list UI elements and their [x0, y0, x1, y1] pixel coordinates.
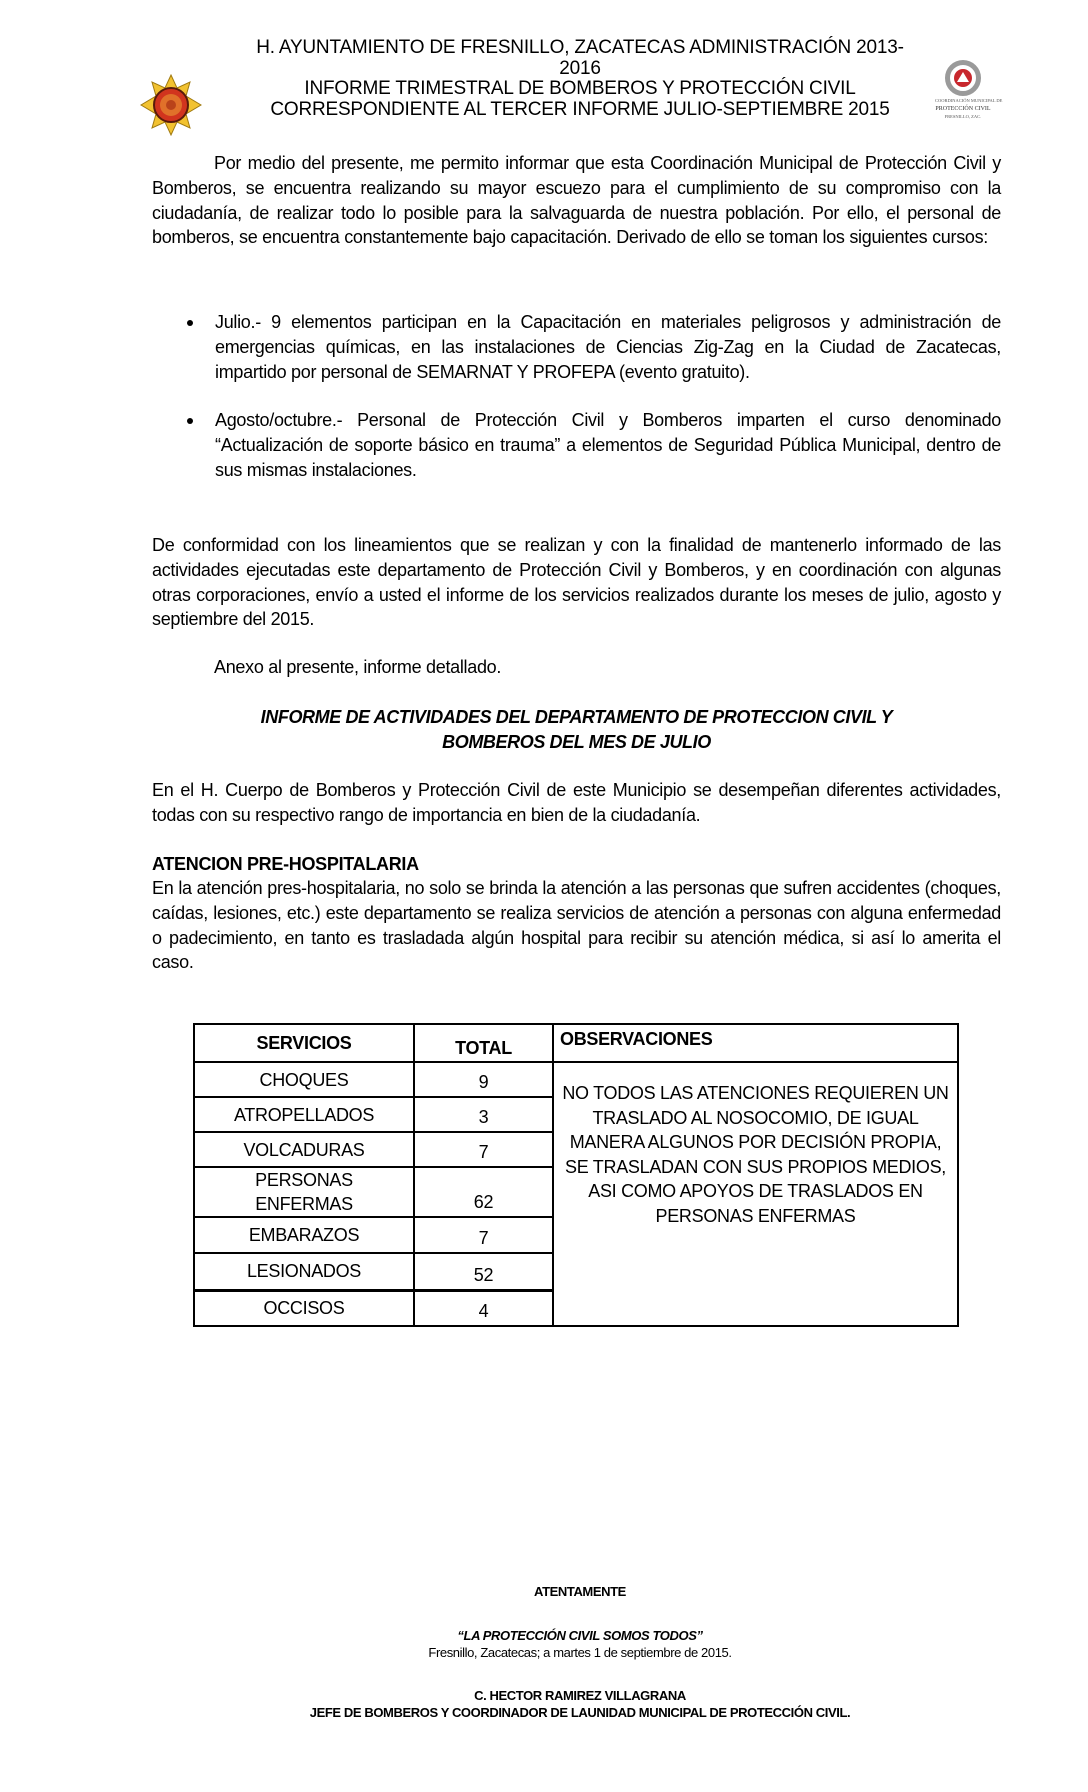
- signer-name: C. HECTOR RAMIREZ VILLAGRANA: [474, 1688, 686, 1703]
- logo-caption-2: PROTECCIÓN CIVIL: [935, 106, 991, 112]
- proteccion-civil-emblem-icon: [945, 60, 981, 96]
- closing-text: [150, 1584, 1010, 1599]
- course-text: Agosto/octubre.- Personal de Protección Civil y Bomberos imparten el curso denominado “Actualización de soporte básico en trauma” a elementos de Seguridad Pública Municipal, dentro de sus mismas instalaciones.: [215, 410, 1001, 480]
- servicio-cell: LESIONADOS: [194, 1253, 414, 1290]
- table-header-row: [194, 1024, 958, 1062]
- section-intro: En el H. Cuerpo de Bomberos y Protección Civil de este Municipio se desempeñan diferentes actividades, todas con su respectivo rango de importancia en bien de la ciudadanía.: [152, 780, 1001, 825]
- total-cell: 3: [414, 1097, 553, 1132]
- servicio-cell: OCCISOS: [194, 1290, 414, 1326]
- total-cell: 62: [414, 1167, 553, 1217]
- total-cell: 4: [414, 1290, 553, 1326]
- anexo-line: Anexo al presente, informe detallado.: [214, 657, 502, 677]
- servicio-cell: EMBARAZOS: [194, 1217, 414, 1253]
- document-header: [140, 38, 1020, 120]
- section-body: En la atención pres-hospitalaria, no solo se brinda la atención a las personas que sufren accidentes (choques, caídas, lesiones, etc.) este departamento se realiza servicios de atención a personas con alguna enfermedad o padecimiento, en tanto es trasladada algún hospital para recibir su atención médica, si así lo amerita el caso.: [152, 878, 1001, 973]
- header-line-4: CORRESPONDIENTE AL TERCER INFORME JULIO-SEPTIEMBRE 2015: [270, 98, 890, 120]
- services-table: [193, 1023, 959, 1327]
- bullet-icon: [187, 320, 193, 326]
- place-date-text: Fresnillo, Zacatecas; a martes 1 de septiembre de 2015.: [428, 1645, 732, 1660]
- list-item: [152, 408, 1001, 482]
- header-observaciones: OBSERVACIONES: [553, 1024, 958, 1062]
- servicio-cell: PERSONAS ENFERMAS: [194, 1167, 414, 1217]
- list-item: [152, 310, 1001, 384]
- header-servicios: SERVICIOS: [194, 1024, 414, 1062]
- motto-block: [150, 1628, 1010, 1660]
- conformidad-paragraph: De conformidad con los lineamientos que se realizan y con la finalidad de mantenerlo informado de las actividades ejecutadas este departamento de Protección Civil y Bomberos, y en coordinación con algunas otras corporaciones, envío a usted el informe de los servicios realizados durante los meses de julio, agosto y septiembre del 2015.: [152, 535, 1001, 630]
- closing-label: ATENTAMENTE: [534, 1584, 626, 1599]
- servicio-cell: VOLCADURAS: [194, 1132, 414, 1167]
- observaciones-cell: NO TODOS LAS ATENCIONES REQUIEREN UN TRASLADO AL NOSOCOMIO, DE IGUAL MANERA ALGUNOS POR DECISIÓN PROPIA, SE TRASLADAN CON SUS PROPIOS MEDIOS, ASI COMO APOYOS DE TRASLADOS EN PERSONAS ENFERMAS: [553, 1062, 958, 1326]
- bullet-icon: [187, 418, 193, 424]
- total-cell: 52: [414, 1253, 553, 1290]
- signer-position: JEFE DE BOMBEROS Y COORDINADOR DE LAUNIDAD MUNICIPAL DE PROTECCIÓN CIVIL.: [309, 1705, 851, 1720]
- signature-block: [150, 1688, 1010, 1720]
- servicio-cell: CHOQUES: [194, 1062, 414, 1097]
- section-title-line-1: INFORME DE ACTIVIDADES DEL DEPARTAMENTO DE PROTECCION CIVIL Y: [260, 707, 893, 727]
- total-cell: 9: [414, 1062, 553, 1097]
- servicio-cell: ATROPELLADOS: [194, 1097, 414, 1132]
- header-line-2: 2016: [559, 57, 601, 79]
- proteccion-civil-logo: [935, 60, 1003, 130]
- header-total: TOTAL: [414, 1024, 553, 1062]
- header-line-3: INFORME TRIMESTRAL DE BOMBEROS Y PROTECCIÓN CIVIL: [304, 78, 856, 99]
- total-cell: 7: [414, 1132, 553, 1167]
- logo-caption-3: FRESNILLO, ZAC.: [944, 114, 982, 119]
- section-title: [152, 705, 1001, 755]
- table-row: [194, 1062, 958, 1097]
- motto-text: “LA PROTECCIÓN CIVIL SOMOS TODOS”: [457, 1628, 703, 1643]
- course-text: Julio.- 9 elementos participan en la Capacitación en materiales peligrosos y administración de emergencias químicas, en las instalaciones de Ciencias Zig-Zag en la Ciudad de Zacatecas, impartido por personal de SEMARNAT Y PROFEPA (evento gratuito).: [215, 312, 1001, 382]
- section-title-line-2: BOMBEROS DEL MES DE JULIO: [442, 732, 711, 752]
- header-line-1: H. AYUNTAMIENTO DE FRESNILLO, ZACATECAS ADMINISTRACIÓN 2013-: [256, 37, 904, 58]
- subheading: ATENCION PRE-HOSPITALARIA: [152, 854, 419, 874]
- total-cell: 7: [414, 1217, 553, 1253]
- logo-caption-1: COORDINACIÓN MUNICIPAL DE: [935, 98, 1003, 103]
- intro-paragraph: Por medio del presente, me permito informar que esta Coordinación Municipal de Protección Civil y Bomberos, se encuentra realizando su mayor escuezo para el cumplimiento de su compromiso con la ciudadanía, de realizar todo lo posible para la salvaguarda de nuestra población. Por ello, el personal de bomberos, se encuentra constantemente bajo capacitación. Derivado de ello se toman los siguientes cursos:: [152, 153, 1001, 248]
- courses-list: [152, 310, 1001, 483]
